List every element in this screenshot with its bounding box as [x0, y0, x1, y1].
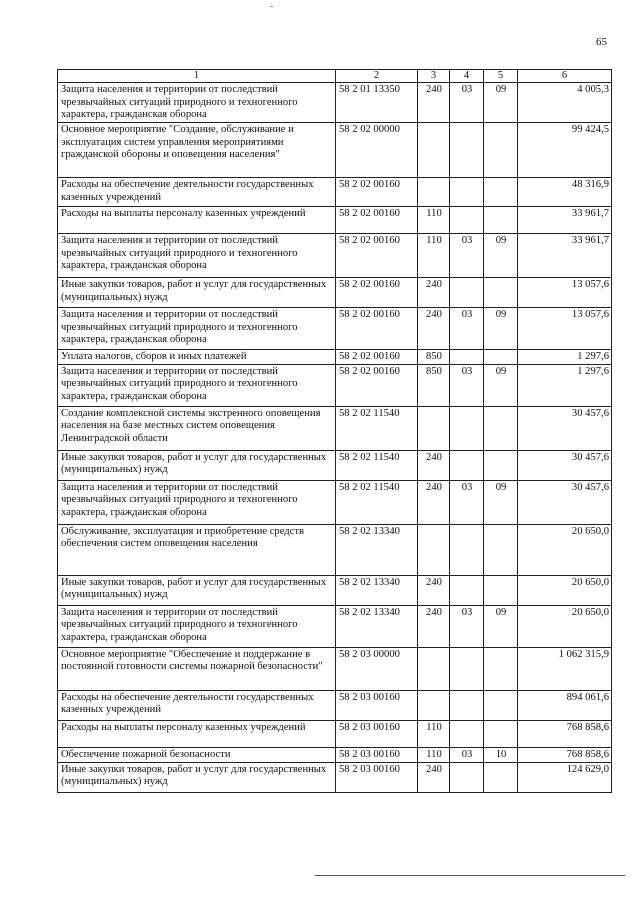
- row-expense-type: 240: [418, 575, 450, 605]
- table-row: [58, 178, 612, 207]
- header-col-6: 6: [518, 70, 612, 83]
- row-expense-type: 110: [418, 747, 450, 762]
- row-code: 58 2 01 13350: [336, 83, 418, 123]
- row-expense-type: 850: [418, 350, 450, 365]
- row-name: Защита населения и территории от последствий чрезвычайных ситуаций природного и техногенного характера, гражданская оборона: [58, 605, 336, 647]
- row-name: Расходы на обеспечение деятельности государственных казенных учреждений: [58, 178, 336, 207]
- row-section: [450, 350, 484, 365]
- row-section: [450, 450, 484, 480]
- header-col-1: 1: [58, 70, 336, 83]
- row-expense-type: 110: [418, 207, 450, 234]
- row-section: [450, 762, 484, 792]
- row-expense-type: 240: [418, 450, 450, 480]
- row-subsection: [484, 690, 518, 720]
- row-amount: 30 457,6: [518, 450, 612, 480]
- row-expense-type: [418, 178, 450, 207]
- row-expense-type: 240: [418, 83, 450, 123]
- table-row: [58, 207, 612, 234]
- row-expense-type: [418, 406, 450, 450]
- row-code: 58 2 03 00160: [336, 720, 418, 747]
- row-code: 58 2 02 11540: [336, 480, 418, 524]
- row-name: Иные закупки товаров, работ и услуг для государственных (муниципальных) нужд: [58, 575, 336, 605]
- row-expense-type: 240: [418, 605, 450, 647]
- row-amount: 33 961,7: [518, 234, 612, 278]
- row-section: [450, 647, 484, 690]
- table-row: [58, 690, 612, 720]
- budget-table: [57, 69, 612, 793]
- row-subsection: [484, 207, 518, 234]
- scan-mark: [270, 6, 273, 7]
- table-row: [58, 278, 612, 308]
- row-amount: 13 057,6: [518, 278, 612, 308]
- table-row: [58, 234, 612, 278]
- table-row: [58, 747, 612, 762]
- row-amount: 20 650,0: [518, 524, 612, 575]
- row-amount: 768 858,6: [518, 720, 612, 747]
- row-section: [450, 207, 484, 234]
- row-expense-type: [418, 123, 450, 178]
- header-col-5: 5: [484, 70, 518, 83]
- table-row: [58, 123, 612, 178]
- row-subsection: 09: [484, 234, 518, 278]
- row-code: 58 2 02 13340: [336, 524, 418, 575]
- row-code: 58 2 02 00160: [336, 308, 418, 350]
- table-row: [58, 350, 612, 365]
- row-expense-type: 110: [418, 234, 450, 278]
- row-subsection: [484, 450, 518, 480]
- row-expense-type: [418, 647, 450, 690]
- row-subsection: [484, 406, 518, 450]
- row-name: Иные закупки товаров, работ и услуг для государственных (муниципальных) нужд: [58, 762, 336, 792]
- row-subsection: 09: [484, 83, 518, 123]
- row-amount: 48 316,9: [518, 178, 612, 207]
- row-name: Обеспечение пожарной безопасности: [58, 747, 336, 762]
- row-code: 58 2 02 13340: [336, 605, 418, 647]
- header-col-2: 2: [336, 70, 418, 83]
- row-name: Иные закупки товаров, работ и услуг для государственных (муниципальных) нужд: [58, 278, 336, 308]
- row-code: 58 2 02 11540: [336, 406, 418, 450]
- row-amount: 124 629,0: [518, 762, 612, 792]
- row-amount: 768 858,6: [518, 747, 612, 762]
- row-amount: 20 650,0: [518, 575, 612, 605]
- row-code: 58 2 02 00160: [336, 278, 418, 308]
- row-name: Иные закупки товаров, работ и услуг для государственных (муниципальных) нужд: [58, 450, 336, 480]
- row-subsection: [484, 575, 518, 605]
- row-subsection: 09: [484, 605, 518, 647]
- row-subsection: [484, 350, 518, 365]
- row-code: 58 2 03 00160: [336, 762, 418, 792]
- table-row: [58, 308, 612, 350]
- row-code: 58 2 02 00160: [336, 350, 418, 365]
- row-section: 03: [450, 234, 484, 278]
- header-col-4: 4: [450, 70, 484, 83]
- table-row: [58, 720, 612, 747]
- row-subsection: [484, 720, 518, 747]
- row-subsection: [484, 178, 518, 207]
- page-number: 65: [596, 36, 607, 48]
- row-name: Защита населения и территории от последствий чрезвычайных ситуаций природного и техногенного характера, гражданская оборона: [58, 364, 336, 406]
- row-section: 03: [450, 480, 484, 524]
- table-row: [58, 480, 612, 524]
- row-section: [450, 123, 484, 178]
- row-name: Основное мероприятие "Создание, обслуживание и эксплуатация систем управления мероприятиями гражданской обороны и оповещения населения": [58, 123, 336, 178]
- row-amount: 1 297,6: [518, 364, 612, 406]
- row-name: Обслуживание, эксплуатация и приобретение средств обеспечения систем оповещения населения: [58, 524, 336, 575]
- row-subsection: 09: [484, 364, 518, 406]
- row-expense-type: [418, 690, 450, 720]
- row-amount: 894 061,6: [518, 690, 612, 720]
- row-code: 58 2 02 00160: [336, 234, 418, 278]
- row-code: 58 2 02 00160: [336, 364, 418, 406]
- row-subsection: [484, 123, 518, 178]
- row-name: Расходы на выплаты персоналу казенных учреждений: [58, 720, 336, 747]
- row-subsection: [484, 647, 518, 690]
- row-subsection: [484, 278, 518, 308]
- row-code: 58 2 02 11540: [336, 450, 418, 480]
- row-code: 58 2 03 00160: [336, 690, 418, 720]
- row-section: 03: [450, 308, 484, 350]
- row-name: Защита населения и территории от последствий чрезвычайных ситуаций природного и техногенного характера, гражданская оборона: [58, 234, 336, 278]
- row-amount: 4 005,3: [518, 83, 612, 123]
- header-col-3: 3: [418, 70, 450, 83]
- row-expense-type: 240: [418, 308, 450, 350]
- row-section: [450, 720, 484, 747]
- row-name: Защита населения и территории от последствий чрезвычайных ситуаций природного и техногенного характера, гражданская оборона: [58, 480, 336, 524]
- row-section: [450, 278, 484, 308]
- row-expense-type: 850: [418, 364, 450, 406]
- row-section: [450, 575, 484, 605]
- row-amount: 99 424,5: [518, 123, 612, 178]
- table-row: [58, 364, 612, 406]
- row-code: 58 2 03 00160: [336, 747, 418, 762]
- row-expense-type: 110: [418, 720, 450, 747]
- row-amount: 30 457,6: [518, 480, 612, 524]
- row-name: Уплата налогов, сборов и иных платежей: [58, 350, 336, 365]
- table-row: [58, 605, 612, 647]
- row-amount: 33 961,7: [518, 207, 612, 234]
- table-row: [58, 450, 612, 480]
- row-name: Защита населения и территории от последствий чрезвычайных ситуаций природного и техногенного характера, гражданская оборона: [58, 308, 336, 350]
- row-name: Защита населения и территории от последствий чрезвычайных ситуаций природного и техногенного характера, гражданская оборона: [58, 83, 336, 123]
- row-expense-type: 240: [418, 762, 450, 792]
- row-amount: 30 457,6: [518, 406, 612, 450]
- table-row: [58, 83, 612, 123]
- table-row: [58, 647, 612, 690]
- row-subsection: 09: [484, 480, 518, 524]
- row-expense-type: 240: [418, 480, 450, 524]
- row-code: 58 2 02 13340: [336, 575, 418, 605]
- table-row: [58, 524, 612, 575]
- row-section: 03: [450, 605, 484, 647]
- row-subsection: 09: [484, 308, 518, 350]
- row-expense-type: [418, 524, 450, 575]
- row-code: 58 2 02 00000: [336, 123, 418, 178]
- row-code: 58 2 02 00160: [336, 207, 418, 234]
- row-amount: 13 057,6: [518, 308, 612, 350]
- row-section: [450, 690, 484, 720]
- row-name: Расходы на выплаты персоналу казенных учреждений: [58, 207, 336, 234]
- row-section: [450, 406, 484, 450]
- table-row: [58, 406, 612, 450]
- row-expense-type: 240: [418, 278, 450, 308]
- row-amount: 1 297,6: [518, 350, 612, 365]
- row-name: Создание комплексной системы экстренного оповещения населения на базе местных систем оповещения Ленинградской области: [58, 406, 336, 450]
- bottom-rule: [315, 875, 625, 876]
- row-subsection: 10: [484, 747, 518, 762]
- row-code: 58 2 03 00000: [336, 647, 418, 690]
- row-section: [450, 524, 484, 575]
- header-row: [58, 70, 612, 83]
- row-section: 03: [450, 364, 484, 406]
- row-amount: 1 062 315,9: [518, 647, 612, 690]
- row-subsection: [484, 524, 518, 575]
- row-section: [450, 178, 484, 207]
- row-subsection: [484, 762, 518, 792]
- row-code: 58 2 02 00160: [336, 178, 418, 207]
- row-name: Расходы на обеспечение деятельности государственных казенных учреждений: [58, 690, 336, 720]
- row-section: 03: [450, 83, 484, 123]
- row-amount: 20 650,0: [518, 605, 612, 647]
- table-row: [58, 575, 612, 605]
- table-row: [58, 762, 612, 792]
- row-section: 03: [450, 747, 484, 762]
- row-name: Основное мероприятие "Обеспечение и поддержание в постоянной готовности системы пожарной безопасности": [58, 647, 336, 690]
